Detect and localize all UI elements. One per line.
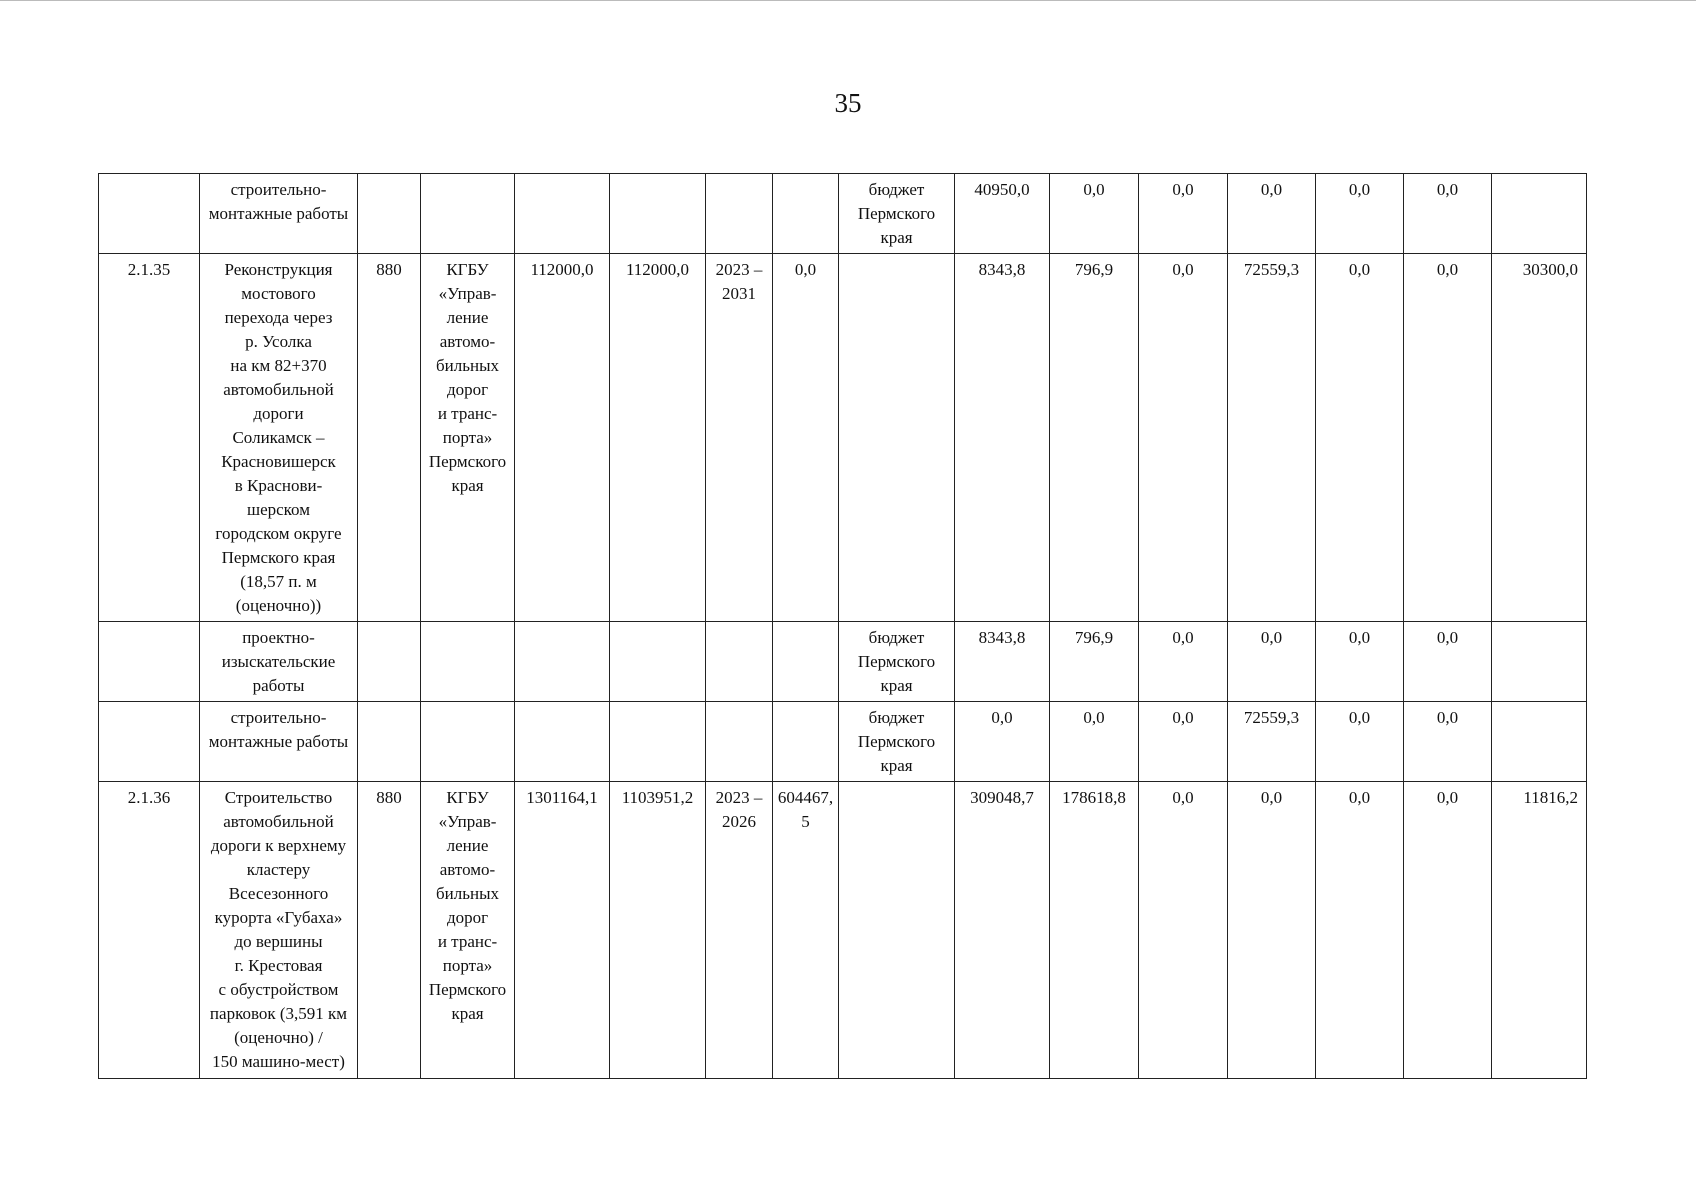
cell-cost: 1301164,1 (515, 782, 610, 1079)
cell-value-1: 309048,7 (955, 782, 1050, 1079)
cell-value-4: 0,0 (1228, 622, 1316, 702)
cell-name: Строительство автомобильной дороги к верхнему кластеру Всесезонного курорта «Губаха» до вершины г. Крестовая с обустройством парковок (3,591 км (оценочно) / 150 машино-мест) (200, 782, 358, 1079)
cell-period (706, 702, 773, 782)
cell-executor (421, 622, 515, 702)
cell-value-2: 178618,8 (1050, 782, 1139, 1079)
cell-value-3: 0,0 (1139, 254, 1228, 622)
cell-executor (421, 174, 515, 254)
cell-period: 2023 – 2026 (706, 782, 773, 1079)
cell-limit: 1103951,2 (610, 782, 706, 1079)
cell-cost (515, 174, 610, 254)
cell-prev (773, 702, 839, 782)
cell-num (99, 702, 200, 782)
cell-executor: КГБУ «Управ- ление автомо- бильных дорог и транс- порта» Пермского края (421, 254, 515, 622)
cell-value-6: 0,0 (1404, 622, 1492, 702)
cell-value-1: 0,0 (955, 702, 1050, 782)
cell-value-4: 72559,3 (1228, 702, 1316, 782)
table-row (99, 622, 1587, 702)
table-row (99, 782, 1587, 1079)
cell-source: бюджет Пермского края (839, 622, 955, 702)
cell-name: Реконструкция мостового перехода через р. Усолка на км 82+370 автомобильной дороги Соликамск – Красновишерск в Краснови- шерском городском округе Пермского края (18,57 п. м (оценочно)) (200, 254, 358, 622)
cell-value-7: 11816,2 (1492, 782, 1587, 1079)
cell-num: 2.1.35 (99, 254, 200, 622)
cell-grbs (358, 702, 421, 782)
cell-value-3: 0,0 (1139, 622, 1228, 702)
cell-limit (610, 622, 706, 702)
cell-grbs: 880 (358, 782, 421, 1079)
cell-source: бюджет Пермского края (839, 174, 955, 254)
cell-source (839, 782, 955, 1079)
cell-value-5: 0,0 (1316, 782, 1404, 1079)
cell-name: проектно- изыскательские работы (200, 622, 358, 702)
cell-name: строительно- монтажные работы (200, 174, 358, 254)
cell-value-5: 0,0 (1316, 174, 1404, 254)
cell-prev (773, 622, 839, 702)
cell-value-1: 8343,8 (955, 254, 1050, 622)
cell-grbs (358, 622, 421, 702)
cell-executor: КГБУ «Управ- ление автомо- бильных дорог и транс- порта» Пермского края (421, 782, 515, 1079)
cell-prev: 0,0 (773, 254, 839, 622)
cell-value-4: 0,0 (1228, 782, 1316, 1079)
cell-value-6: 0,0 (1404, 254, 1492, 622)
cell-limit (610, 174, 706, 254)
table-row (99, 174, 1587, 254)
budget-table (98, 173, 1587, 1079)
cell-value-6: 0,0 (1404, 702, 1492, 782)
cell-value-5: 0,0 (1316, 702, 1404, 782)
cell-limit (610, 702, 706, 782)
cell-cost: 112000,0 (515, 254, 610, 622)
cell-value-2: 796,9 (1050, 254, 1139, 622)
cell-value-5: 0,0 (1316, 254, 1404, 622)
table-row (99, 702, 1587, 782)
cell-value-4: 0,0 (1228, 174, 1316, 254)
cell-period (706, 622, 773, 702)
cell-value-7 (1492, 702, 1587, 782)
cell-num (99, 174, 200, 254)
cell-value-5: 0,0 (1316, 622, 1404, 702)
cell-value-2: 0,0 (1050, 174, 1139, 254)
cell-value-6: 0,0 (1404, 782, 1492, 1079)
cell-value-3: 0,0 (1139, 782, 1228, 1079)
cell-num: 2.1.36 (99, 782, 200, 1079)
cell-value-2: 796,9 (1050, 622, 1139, 702)
cell-num (99, 622, 200, 702)
cell-limit: 112000,0 (610, 254, 706, 622)
cell-prev: 604467, 5 (773, 782, 839, 1079)
cell-value-7 (1492, 622, 1587, 702)
cell-prev (773, 174, 839, 254)
cell-value-3: 0,0 (1139, 174, 1228, 254)
cell-value-1: 8343,8 (955, 622, 1050, 702)
cell-period (706, 174, 773, 254)
cell-name: строительно- монтажные работы (200, 702, 358, 782)
cell-grbs: 880 (358, 254, 421, 622)
cell-grbs (358, 174, 421, 254)
cell-source: бюджет Пермского края (839, 702, 955, 782)
cell-executor (421, 702, 515, 782)
cell-source (839, 254, 955, 622)
cell-value-2: 0,0 (1050, 702, 1139, 782)
page-number: 35 (834, 88, 862, 118)
cell-cost (515, 702, 610, 782)
table-row (99, 254, 1587, 622)
cell-period: 2023 – 2031 (706, 254, 773, 622)
cell-value-7: 30300,0 (1492, 254, 1587, 622)
scan-top-edge (0, 0, 1696, 1)
cell-value-1: 40950,0 (955, 174, 1050, 254)
cell-value-7 (1492, 174, 1587, 254)
cell-value-6: 0,0 (1404, 174, 1492, 254)
cell-cost (515, 622, 610, 702)
cell-value-4: 72559,3 (1228, 254, 1316, 622)
cell-value-3: 0,0 (1139, 702, 1228, 782)
